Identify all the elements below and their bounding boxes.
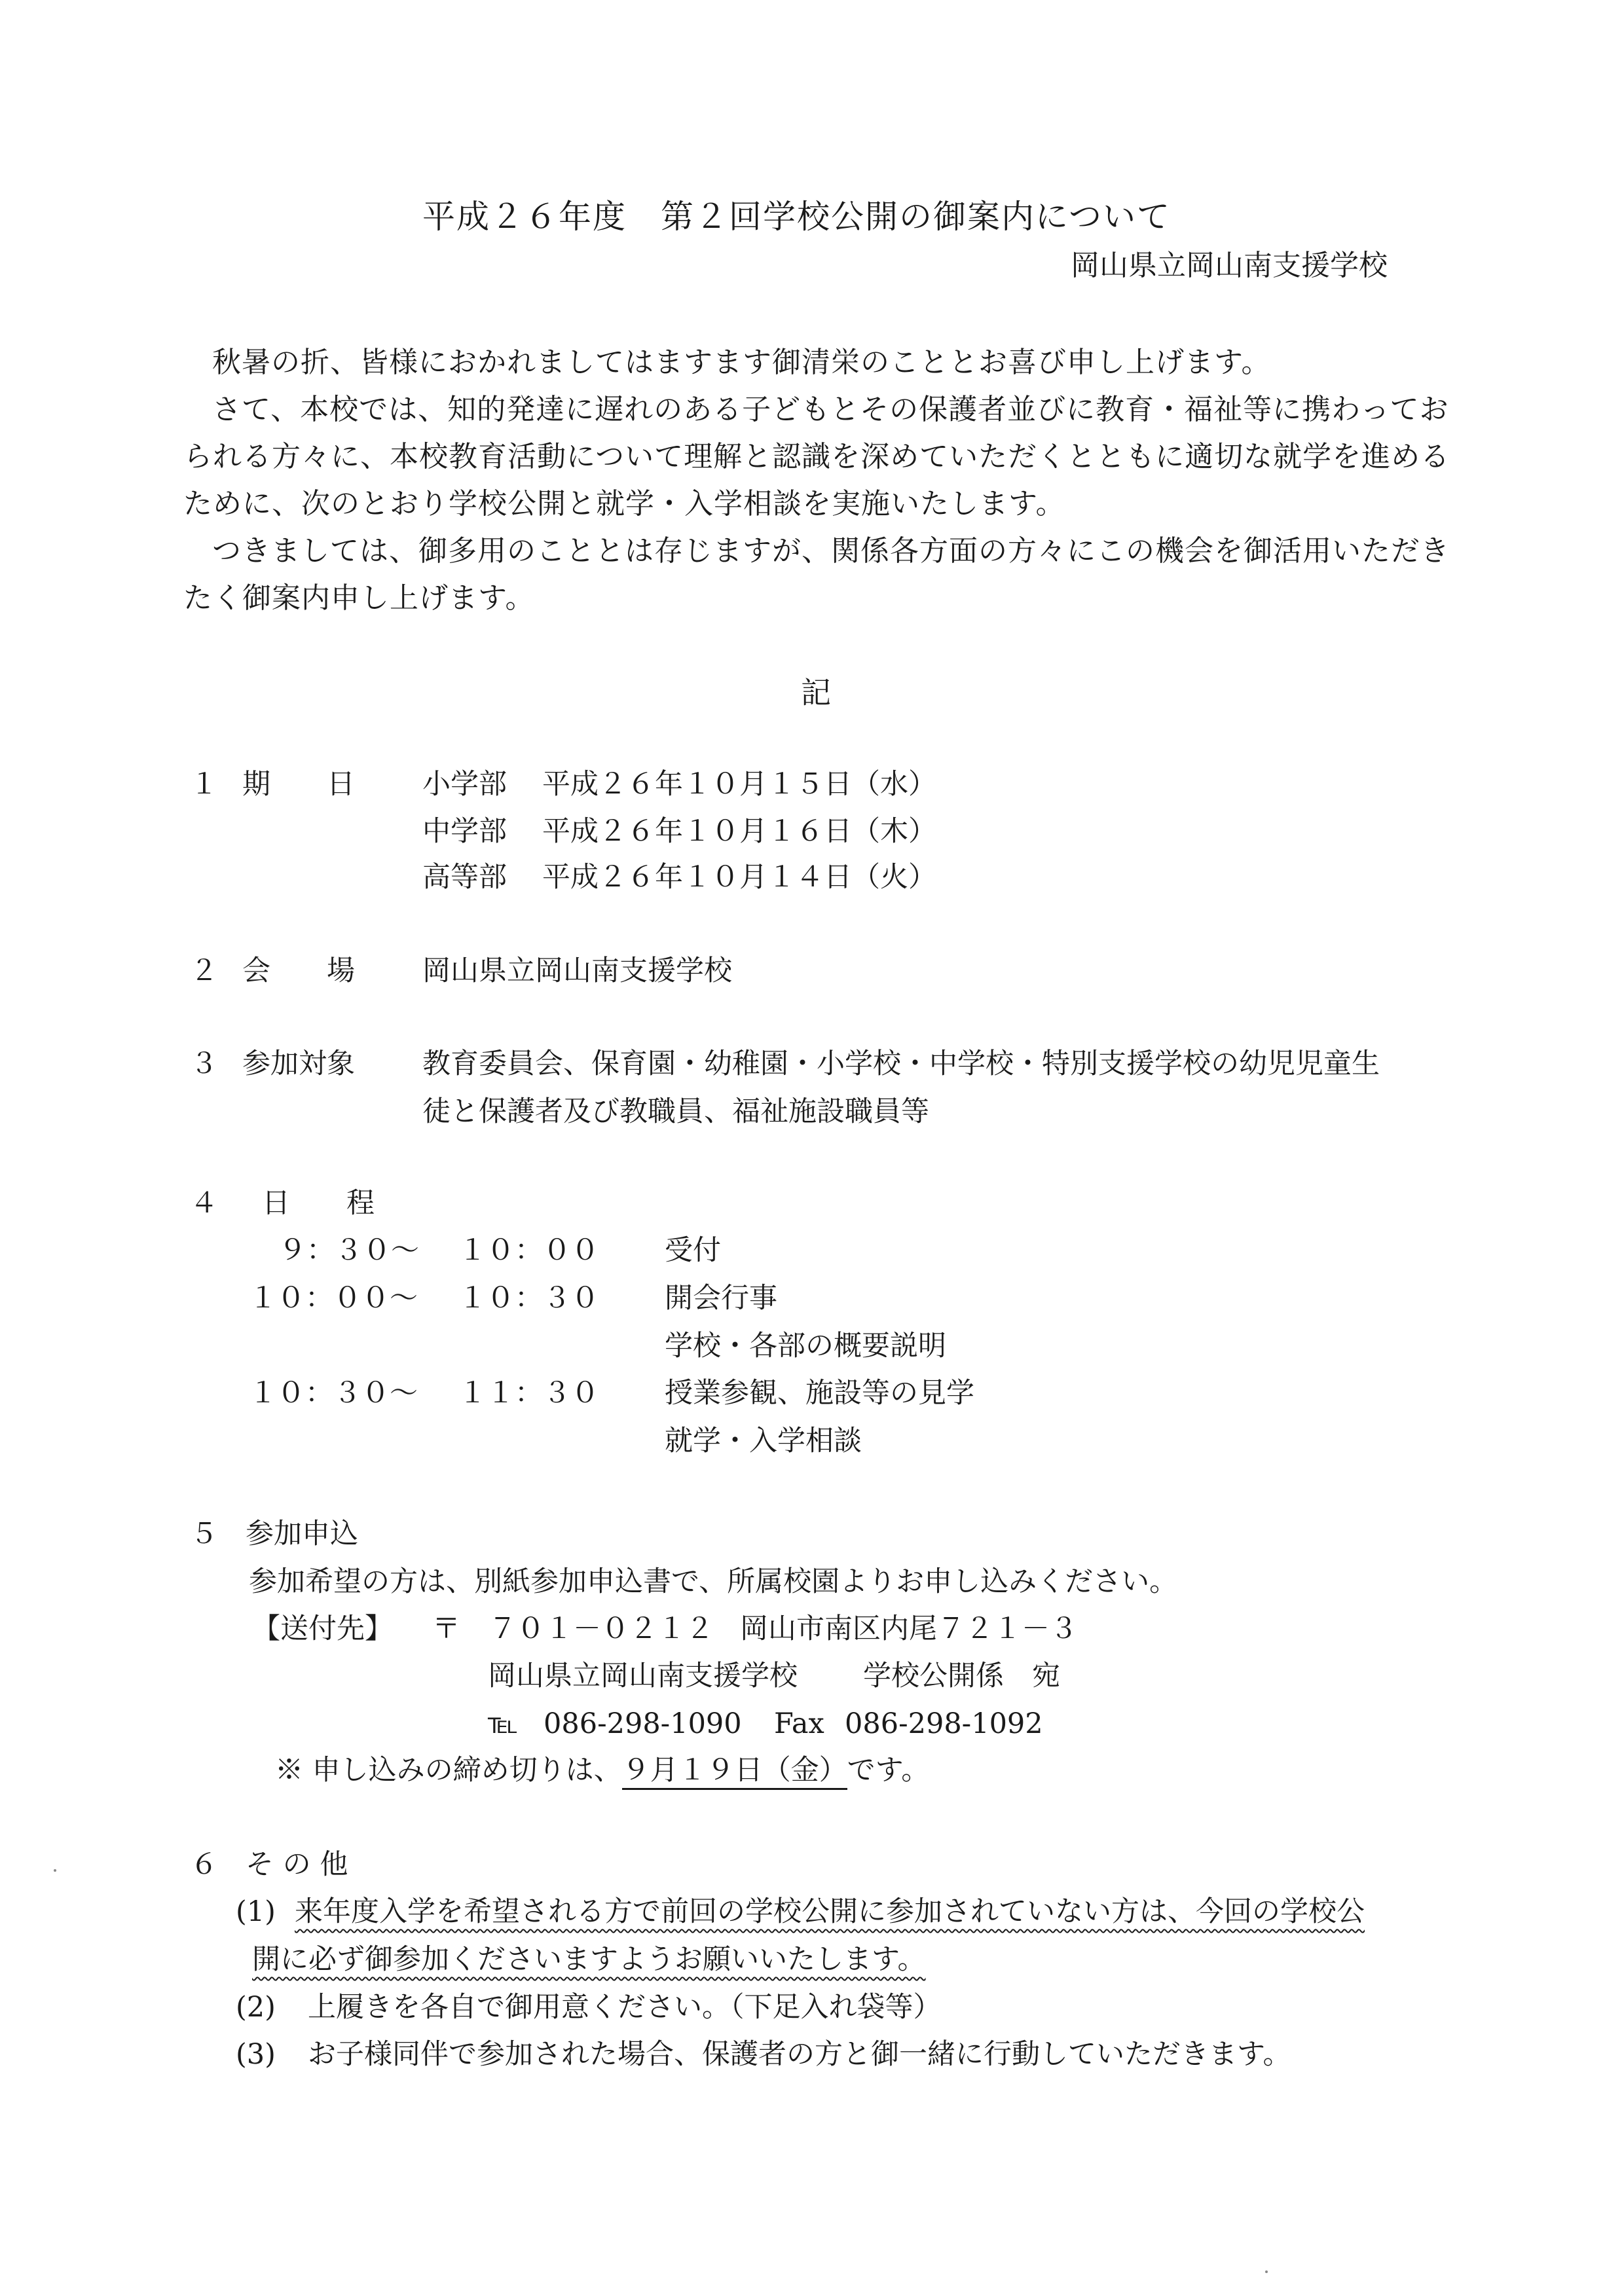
note-text: お子様同伴で参加された場合、保護者の方と御一緒に行動していただきます。 bbox=[308, 2038, 1291, 2071]
intro-paragraph-2: さて、本校では、知的発達に遅れのある子どもとその保護者並びに教育・福祉等に携わっておられる方々に、本校教育活動について理解と認識を深めていただくとともに適切な就学を進めるために、次のとおり学校公開と就学・入学相談を実施いたします。 bbox=[183, 393, 1450, 520]
dept-name: 高等部 bbox=[422, 861, 507, 894]
destination-dept: 学校公開係 宛 bbox=[863, 1660, 1060, 1692]
scan-speck bbox=[54, 1869, 56, 1872]
schedule-start: １０：００～ bbox=[249, 1282, 418, 1315]
fax-number: 086-298-1092 bbox=[845, 1707, 1043, 1740]
ki-heading: 記 bbox=[801, 675, 831, 710]
section-label: 日 程 bbox=[262, 1187, 375, 1220]
section-label: そ の 他 bbox=[246, 1848, 348, 1881]
intro-paragraph-1: 秋暑の折、皆様におかれましてはますます御清栄のこととお喜び申し上げます。 bbox=[212, 346, 1271, 379]
scan-speck bbox=[1265, 2270, 1268, 2273]
dept-name: 小学部 bbox=[422, 768, 507, 801]
note-text: 来年度入学を希望される方で前回の学校公開に参加されていない方は、今回の学校公 bbox=[295, 1895, 1365, 1928]
dept-name: 中学部 bbox=[422, 815, 507, 848]
section-label: 会 場 bbox=[242, 955, 355, 987]
note-number: (1) bbox=[236, 1895, 276, 1928]
participants-line-1: 教育委員会、保育園・幼稚園・小学校・中学校・特別支援学校の幼児児童生 bbox=[422, 1048, 1380, 1080]
application-description: 参加希望の方は、別紙参加申込書で、所属校園よりお申し込みください。 bbox=[249, 1565, 1178, 1598]
section-label: 期 日 bbox=[242, 768, 355, 801]
postal-code: 〒 ７０１－０２１２ bbox=[432, 1613, 714, 1645]
venue-name: 岡山県立岡山南支援学校 bbox=[422, 955, 732, 987]
section-number: ５ bbox=[190, 1518, 218, 1550]
schedule-item: 就学・入学相談 bbox=[665, 1425, 862, 1457]
section-label: 参加対象 bbox=[242, 1048, 355, 1080]
section-number: ６ bbox=[190, 1848, 218, 1881]
note-text: 上履きを各自で御用意ください。（下足入れ袋等） bbox=[308, 1991, 942, 2024]
event-date: 平成２６年１０月１４日（火） bbox=[542, 861, 936, 894]
section-label: 参加申込 bbox=[246, 1518, 358, 1550]
issuer-school: 岡山県立岡山南支援学校 bbox=[1071, 249, 1388, 282]
address: 岡山市南区内尾７２１－３ bbox=[740, 1613, 1078, 1645]
section-number: ３ bbox=[190, 1048, 218, 1080]
intro-paragraph-3: つきましては、御多用のこととは存じますが、関係各方面の方々にこの機会を御活用いただきたく御案内申し上げます。 bbox=[183, 534, 1450, 615]
schedule-item: 授業参観、施設等の見学 bbox=[665, 1377, 974, 1410]
schedule-start: ９：３０～ bbox=[278, 1234, 419, 1267]
page-title: 平成２６年度 第２回学校公開の御案内について bbox=[422, 198, 1171, 236]
event-date: 平成２６年１０月１６日（木） bbox=[542, 815, 936, 848]
note-number: (3) bbox=[236, 2038, 276, 2071]
note-text: 開に必ず御参加くださいますようお願いいたします。 bbox=[252, 1943, 926, 1976]
schedule-item: 受付 bbox=[665, 1234, 721, 1267]
deadline-note bbox=[275, 1752, 929, 1789]
destination-label: 【送付先】 bbox=[252, 1613, 393, 1645]
schedule-end: １０：３０ bbox=[458, 1282, 599, 1315]
tel-label: ℡ bbox=[488, 1707, 519, 1740]
fax-label: Fax bbox=[774, 1707, 824, 1740]
deadline-date: ９月１９日（金） bbox=[622, 1754, 847, 1790]
tel-number: 086-298-1090 bbox=[544, 1707, 742, 1740]
participants-line-2: 徒と保護者及び教職員、福祉施設職員等 bbox=[422, 1095, 929, 1128]
destination-school: 岡山県立岡山南支援学校 bbox=[488, 1660, 798, 1692]
section-number: ２ bbox=[190, 955, 218, 987]
section-number: ４ bbox=[190, 1187, 218, 1220]
note-number: (2) bbox=[236, 1991, 276, 2024]
schedule-start: １０：３０～ bbox=[249, 1377, 418, 1410]
deadline-prefix: ※ 申し込みの締め切りは、 bbox=[275, 1754, 622, 1787]
schedule-end: １０：００ bbox=[458, 1234, 599, 1267]
schedule-end: １１：３０ bbox=[458, 1377, 599, 1410]
deadline-suffix: です。 bbox=[847, 1754, 930, 1787]
section-number: １ bbox=[190, 768, 218, 801]
schedule-item: 開会行事 bbox=[665, 1282, 777, 1315]
schedule-item: 学校・各部の概要説明 bbox=[665, 1330, 946, 1362]
event-date: 平成２６年１０月１５日（水） bbox=[542, 768, 936, 801]
